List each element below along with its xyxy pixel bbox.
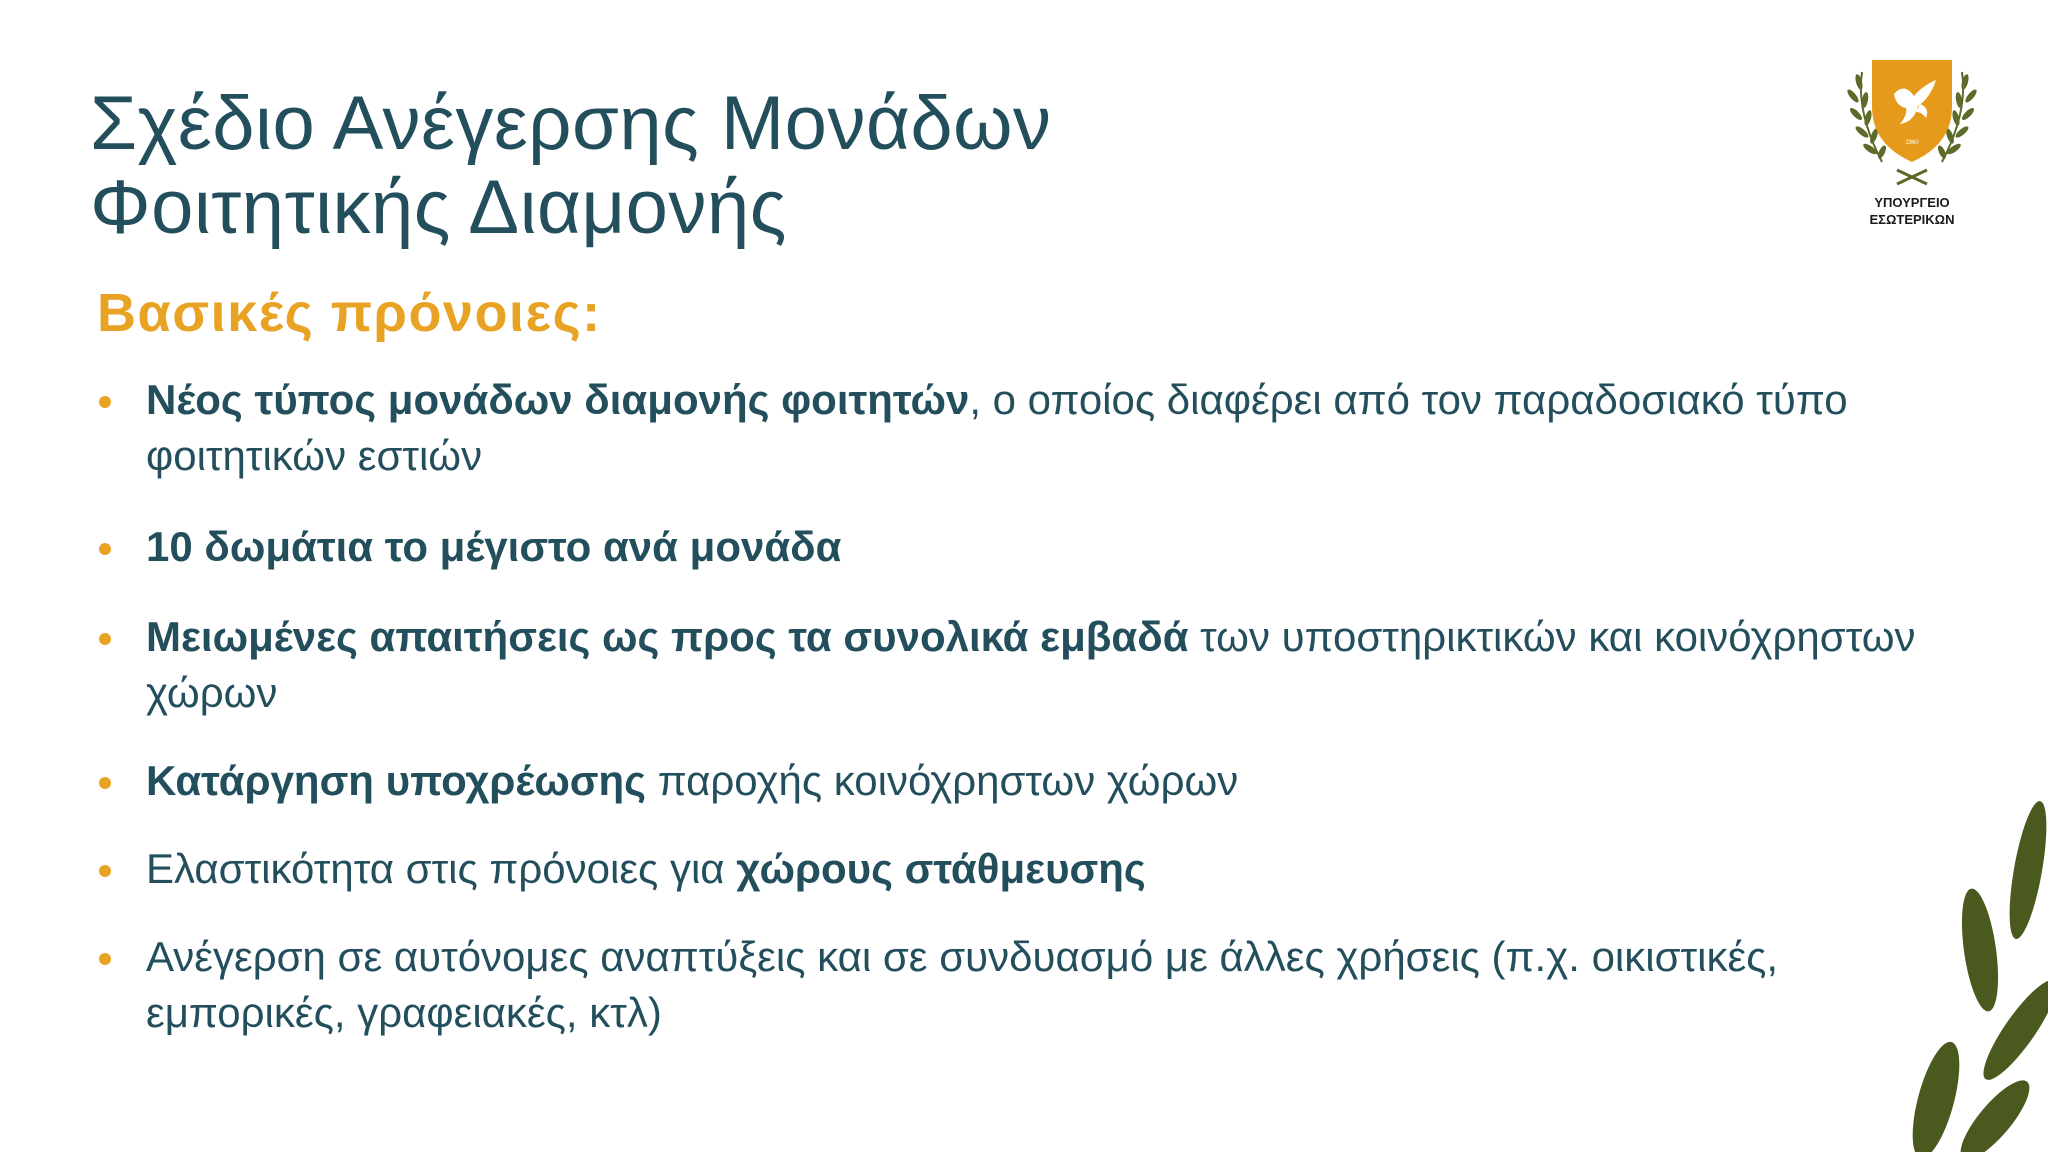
list-item [97, 929, 1957, 1041]
bullet-bold-text: χώρους στάθμευσης [736, 845, 1146, 892]
bullet-bold-text: Μειωμένες απαιτήσεις ως προς τα συνολικά εμβαδά [146, 613, 1189, 660]
ministry-name-line-1: ΥΠΟΥΡΓΕΙΟ [1874, 195, 1950, 210]
bullet-text: των υποστηρικτικών και κοινόχρηστων χώρων [146, 613, 1916, 716]
ministry-name [1840, 194, 1984, 228]
list-item [97, 372, 1957, 484]
bullet-text: παροχής κοινόχρηστων χώρων [646, 757, 1239, 804]
title-line-2: Φοιτητικής Διαμονής [90, 165, 787, 250]
bullet-text: Ελαστικότητα στις πρόνοιες για [146, 845, 737, 892]
olive-branch-icon [1900, 800, 2048, 1152]
bullet-bold-text: 10 δωμάτια το μέγιστο ανά μονάδα [146, 523, 842, 570]
ministry-name-line-2: ΕΣΩΤΕΡΙΚΩΝ [1869, 212, 1955, 227]
bullet-text: Ανέγερση σε αυτόνομες αναπτύξεις και σε συνδυασμό με άλλες χρήσεις (π.χ. οικιστικές, εμπορικές, γραφειακές, κτλ) [146, 933, 1779, 1036]
slide-title [90, 82, 1390, 250]
list-item [97, 519, 1957, 575]
bullet-text: , ο οποίος διαφέρει από τον παραδοσιακό τύπο φοιτητικών εστιών [146, 376, 1848, 479]
list-item [97, 753, 1957, 809]
bullet-bold-text: Κατάργηση υποχρέωσης [146, 757, 647, 804]
list-item [97, 609, 1957, 721]
list-item [97, 841, 1957, 897]
bullet-bold-text: Νέος τύπος μονάδων διαμονής φοιτητών [146, 376, 970, 423]
svg-text:1960: 1960 [1905, 140, 1919, 146]
title-line-1: Σχέδιο Ανέγερσης Μονάδων [90, 81, 1052, 166]
section-subtitle: Βασικές πρόνοιες: [97, 283, 602, 343]
